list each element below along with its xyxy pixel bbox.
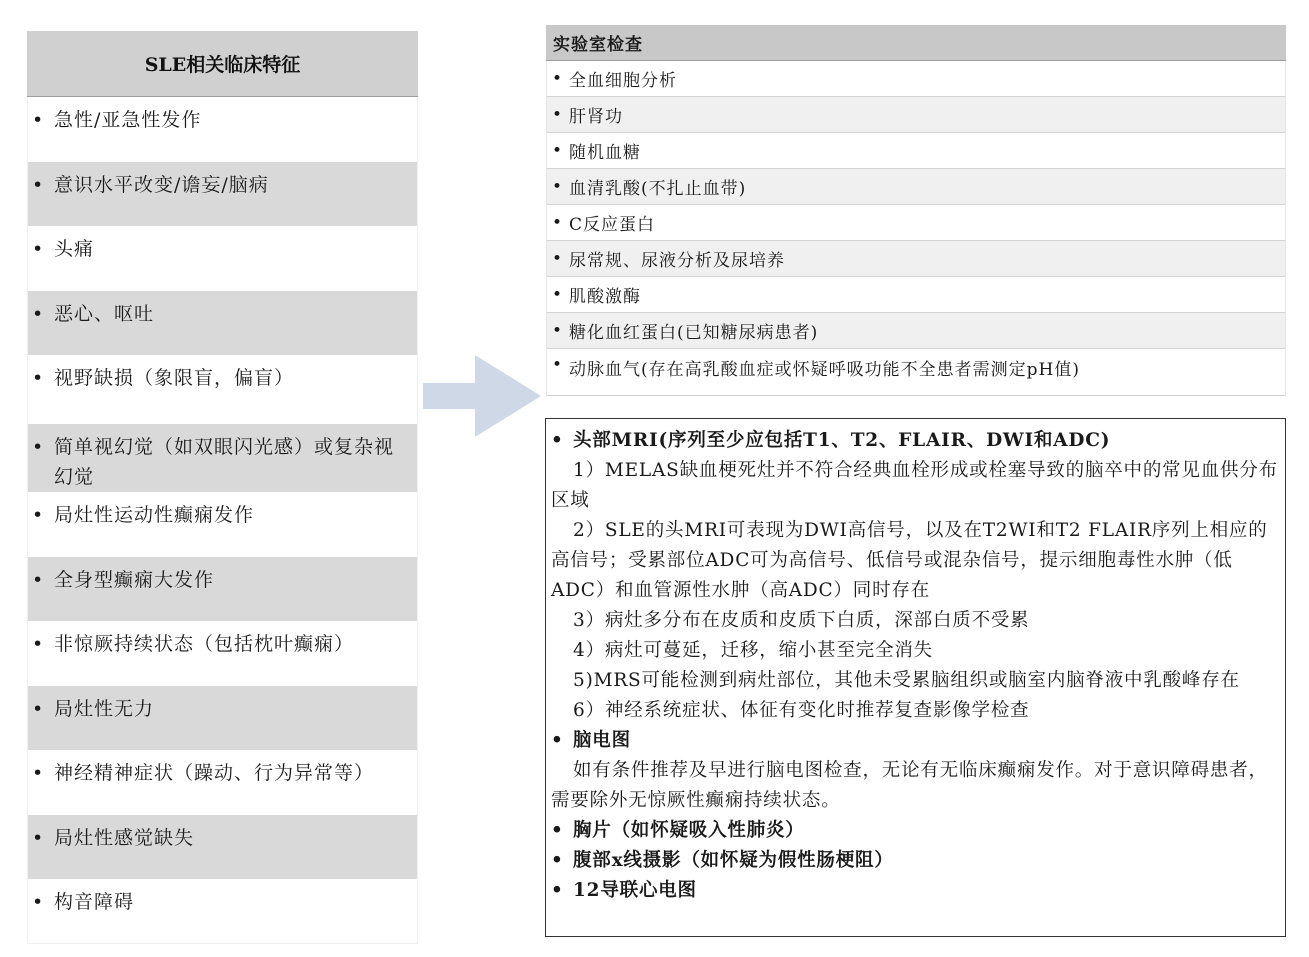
bullet-icon: • <box>32 303 45 325</box>
sle-feature-item <box>28 621 417 686</box>
bullet-icon: • <box>552 248 564 269</box>
bullet-icon: • <box>32 569 45 591</box>
sle-feature-text: 恶心、呕吐 <box>54 303 155 325</box>
lab-test-item <box>547 349 1285 396</box>
sle-feature-text: 非惊厥持续状态（包括枕叶癫痫） <box>54 633 355 655</box>
ecg-line <box>551 876 1280 906</box>
bullet-icon: • <box>32 827 45 849</box>
bullet-icon: • <box>32 504 45 526</box>
chest-xray: 胸片（如怀疑吸入性肺炎） <box>573 820 805 841</box>
sle-feature-text: 意识水平改变/谵妄/脑病 <box>54 174 269 196</box>
mri-point: 5)MRS可能检测到病灶部位，其他未受累脑组织或脑室内脑脊液中乳酸峰存在 <box>573 670 1240 691</box>
sle-feature-text: 简单视幻觉（如双眼闪光感）或复杂视幻觉 <box>54 436 395 488</box>
sle-feature-text: 头痛 <box>54 238 95 260</box>
sle-feature-text: 局灶性感觉缺失 <box>54 827 195 849</box>
bullet-icon: • <box>32 436 45 458</box>
sle-features-table <box>27 31 418 944</box>
bullet-icon: • <box>32 367 45 389</box>
bullet-icon: • <box>552 140 564 161</box>
lab-test-item <box>547 313 1285 349</box>
bullet-icon: • <box>552 355 564 375</box>
bullet-icon: • <box>32 238 45 260</box>
mri-point: 3）病灶多分布在皮质和皮质下白质，深部白质不受累 <box>573 610 1030 631</box>
abdomen-xray: 腹部x线摄影（如怀疑为假性肠梗阻） <box>573 850 894 871</box>
sle-feature-item <box>28 686 417 750</box>
bullet-icon: • <box>552 104 564 125</box>
abdomen-xray-line <box>551 846 1280 876</box>
bullet-icon: • <box>32 698 45 720</box>
sle-feature-text: 局灶性无力 <box>54 698 155 720</box>
sle-features-header: SLE相关临床特征 <box>27 31 418 97</box>
bullet-icon: • <box>552 176 564 197</box>
bullet-icon: • <box>551 730 564 751</box>
bullet-icon: • <box>551 820 564 841</box>
eeg-title: 脑电图 <box>573 730 631 751</box>
ecg: 12导联心电图 <box>573 880 697 901</box>
eeg-text: 如有条件推荐及早进行脑电图检查，无论有无临床癫痫发作。对于意识障碍患者，需要除外无惊厥性癫痫持续状态。 <box>551 760 1268 811</box>
sle-feature-item <box>28 355 417 424</box>
bullet-icon: • <box>32 109 45 131</box>
lab-test-text: 肌酸激酶 <box>569 287 641 307</box>
mri-point: 6）神经系统症状、体征有变化时推荐复查影像学检查 <box>573 700 1030 721</box>
sle-feature-item <box>28 162 417 226</box>
chest-xray-line <box>551 816 1280 846</box>
lab-test-item <box>547 205 1285 241</box>
mri-points <box>551 456 1280 726</box>
bullet-icon: • <box>551 850 564 871</box>
lab-test-text: 随机血糖 <box>569 143 641 163</box>
mri-point: 1）MELAS缺血梗死灶并不符合经典血栓形成或栓塞导致的脑卒中的常见血供分布区域 <box>551 460 1278 511</box>
sle-feature-item <box>28 750 417 815</box>
lab-test-item <box>547 169 1285 205</box>
lab-test-text: 糖化血红蛋白(已知糖尿病患者) <box>569 323 819 343</box>
sle-feature-text: 全身型癫痫大发作 <box>54 569 215 591</box>
bullet-icon: • <box>552 284 564 305</box>
bullet-icon: • <box>32 174 45 196</box>
lab-tests-header: 实验室检查 <box>546 25 1286 61</box>
sle-feature-item <box>28 815 417 879</box>
right-arrow-icon <box>423 355 541 437</box>
mri-point: 4）病灶可蔓延，迁移，缩小甚至完全消失 <box>573 640 933 661</box>
lab-test-item <box>547 241 1285 277</box>
sle-feature-item <box>28 291 417 355</box>
lab-test-item <box>547 61 1285 97</box>
bullet-icon: • <box>552 68 564 89</box>
sle-feature-item <box>28 879 417 943</box>
lab-tests-table <box>546 25 1286 396</box>
sle-feature-item <box>28 226 417 291</box>
bullet-icon: • <box>32 762 45 784</box>
lab-tests-list <box>546 61 1286 396</box>
sle-feature-text: 构音障碍 <box>54 891 135 913</box>
bullet-icon: • <box>551 880 564 901</box>
lab-test-text: 动脉血气(存在高乳酸血症或怀疑呼吸功能不全患者需测定pH值) <box>569 360 1080 380</box>
sle-feature-text: 局灶性运动性癫痫发作 <box>54 504 255 526</box>
sle-features-list <box>27 97 418 944</box>
sle-feature-text: 视野缺损（象限盲，偏盲） <box>54 367 295 389</box>
lab-test-item <box>547 133 1285 169</box>
bullet-icon: • <box>32 891 45 913</box>
bullet-icon: • <box>552 320 564 341</box>
mri-title-line <box>551 426 1280 456</box>
sle-feature-item <box>28 492 417 557</box>
lab-test-item <box>547 97 1285 133</box>
imaging-box <box>545 418 1286 937</box>
mri-title: 头部MRI(序列至少应包括T1、T2、FLAIR、DWI和ADC) <box>573 430 1111 451</box>
bullet-icon: • <box>551 430 564 451</box>
sle-feature-text: 神经精神症状（躁动、行为异常等） <box>54 762 375 784</box>
sle-feature-item <box>28 424 417 492</box>
bullet-icon: • <box>552 212 564 233</box>
lab-test-item <box>547 277 1285 313</box>
lab-test-text: 血清乳酸(不扎止血带) <box>569 179 747 199</box>
bullet-icon: • <box>32 633 45 655</box>
lab-test-text: C反应蛋白 <box>569 215 656 235</box>
sle-feature-text: 急性/亚急性发作 <box>54 109 202 131</box>
sle-feature-item <box>28 97 417 162</box>
lab-test-text: 肝肾功 <box>569 107 623 127</box>
lab-test-text: 尿常规、尿液分析及尿培养 <box>569 251 785 271</box>
mri-point: 2）SLE的头MRI可表现为DWI高信号，以及在T2WI和T2 FLAIR序列上相应的高信号；受累部位ADC可为高信号、低信号或混杂信号，提示细胞毒性水肿（低ADC）和血管源性水肿（高ADC）同时存在 <box>551 520 1268 601</box>
sle-feature-item <box>28 557 417 621</box>
eeg-title-line <box>551 726 1280 756</box>
lab-test-text: 全血细胞分析 <box>569 71 677 91</box>
